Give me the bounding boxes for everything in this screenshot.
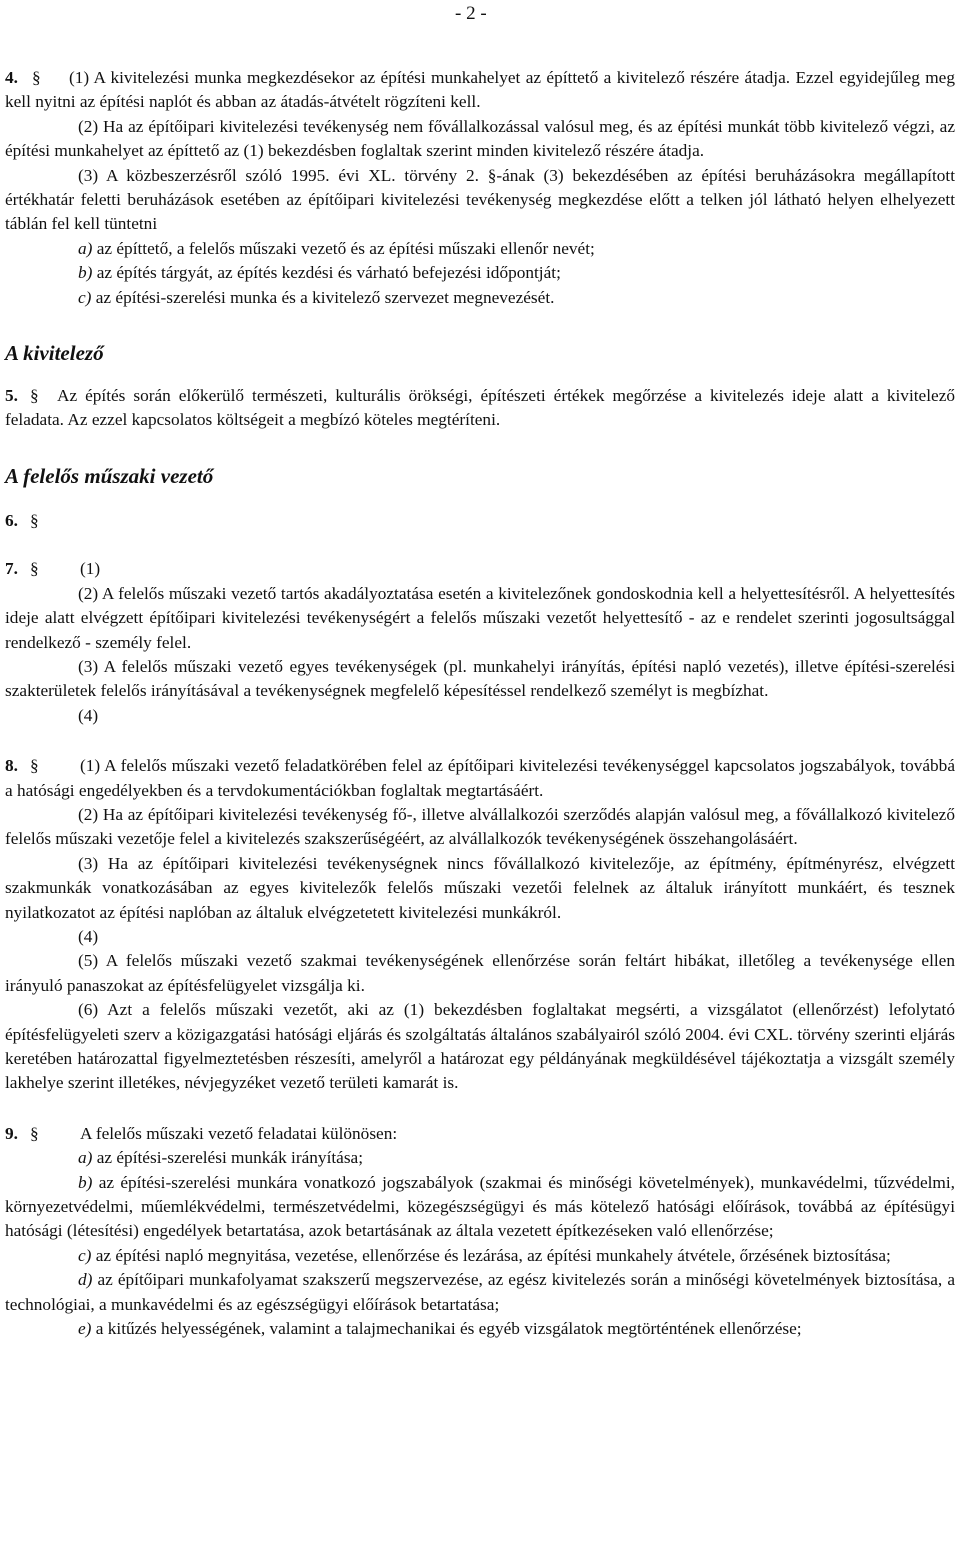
- heading-felelos-muszaki-vezeto: A felelős műszaki vezető: [5, 463, 214, 488]
- section-4-paragraph-3: (3) A közbeszerzésről szóló 1995. évi XL. törvény 2. §-ának (3) bekezdésében az építési beruházásokra megállapított értékhatár feletti beruházások esetében az építőipari kivitelezési tevékenység megkezdése előtt a telken jól látható helyen elhelyezett táblán fel kell tüntetni: [5, 165, 955, 234]
- section-7-text-1: (1): [79, 559, 101, 579]
- section-9-item-d: d) az építőipari munkafolyamat szakszerű megszervezése, az egész kivitelezés során a minőségi követelmények biztosítása, a technológiai, a munkavédelmi és az egészségügyi előírások betartatása;: [5, 1270, 955, 1314]
- section-4-item-a: a) az építtető, a felelős műszaki vezető és az építési műszaki ellenőr nevét;: [78, 238, 595, 258]
- section-7-paragraph-1: [5, 557, 955, 581]
- section-9-item-e: e) a kitűzés helyességének, valamint a talajmechanikai és egyéb vizsgálatok megtörténtének ellenőrzése;: [78, 1319, 802, 1339]
- section-sign: §: [29, 386, 39, 406]
- section-7-paragraph-4: (4): [78, 705, 99, 725]
- section-4-number: 4.: [5, 68, 18, 87]
- section-4-item-b: b) az építés tárgyát, az építés kezdési és várható befejezési időpontját;: [78, 263, 561, 283]
- section-sign: §: [29, 510, 39, 530]
- section-8-paragraph-6: (6) Azt a felelős műszaki vezetőt, aki az (1) bekezdésben foglaltakat megsérti, a vizsgálatot (ellenőrzést) lefolytató építésfelügyeleti szerv a közigazgatási hatósági eljárás és szolgáltatás általános szabályairól szóló 2004. évi CXL. törvény szerinti eljárás keretében határozattal figyelmeztetésben részesíti, amelyről a határozat egy példányának megküldésével tájékoztatja a vizsgált személy lakhelye szerint illetékes, névjegyzéket vezető területi kamarát is.: [5, 1000, 955, 1093]
- section-8-number: 8.: [5, 756, 18, 776]
- section-8-paragraph-3: (3) Ha az építőipari kivitelezési tevékenységnek nincs fővállalkozó kivitelezője, az építmény, építményrész, elvégzett szakmunkák vonatkozásában az egyes kivitelezők felelős műszaki vezetői felelnek az általuk irányított munkáért, és tesznek nyilatkozatot az építési naplóban az általuk elvégzetetett kivitelezési munkákról.: [5, 853, 955, 922]
- section-5-paragraph: [5, 384, 955, 433]
- section-7-paragraph-3: (3) A felelős műszaki vezető egyes tevékenységek (pl. munkahelyi irányítás, építési napló vezetés), illetve építési-szerelési szakterületek felelős irányításával a tevékenységnek megfelelő képesítéssel rendelkező személyt is megbízhat.: [5, 656, 955, 701]
- section-9-intro: [5, 1122, 955, 1146]
- section-sign: §: [29, 559, 39, 579]
- section-9-number: 9.: [5, 1123, 18, 1143]
- document-body: [5, 66, 955, 1341]
- section-8-paragraph-4: (4): [78, 926, 99, 946]
- section-4-text-1: (1) A kivitelezési munka megkezdésekor az építési munkahelyet az építtető a kivitelező részére átadja. Ezzel egyidejűleg meg kell nyitni az építési naplót és abban az átadás-átvételt rögzíteni kell.: [5, 68, 955, 112]
- section-6-paragraph: [5, 509, 955, 533]
- section-6-number: 6.: [5, 510, 18, 530]
- section-9-item-a: a) az építési-szerelési munkák irányítása;: [78, 1148, 364, 1168]
- section-5-text: Az építés során előkerülő természeti, kulturális örökségi, építészeti értékek megőrzése a kivitelezés ideje alatt a kivitelező feladata. Az ezzel kapcsolatos költségeit a megbízó köteles megtéríteni.: [5, 386, 955, 430]
- section-8-paragraph-1: [5, 754, 955, 803]
- section-4-paragraph-2: (2) Ha az építőipari kivitelezési tevékenység nem fővállalkozással valósul meg, és az építési munkát több kivitelező végzi, az építési munkahelyet az építtető az (1) bekezdésben foglaltak szerint minden kivitelező részére átadja.: [5, 116, 955, 161]
- section-sign: §: [29, 756, 39, 776]
- section-4-paragraph-1: [5, 66, 955, 115]
- section-5-number: 5.: [5, 386, 18, 406]
- section-sign: §: [31, 68, 41, 87]
- section-7-paragraph-2: (2) A felelős műszaki vezető tartós akadályoztatása esetén a kivitelezőnek gondoskodnia kell a helyettesítésről. A helyettesítés ideje alatt elvégzett építőipari kivitelezési tevékenységért a felelős műszaki vezetőt helyettesítő - az e rendelet szerinti jogosultsággal rendelkező - személy felel.: [5, 583, 955, 652]
- section-8-text-1: (1) A felelős műszaki vezető feladatkörében felel az építőipari kivitelezési tevékenységgel kapcsolatos jogszabályok, továbbá a hatósági engedélyekben és a tervdokumentációkban foglaltak megtartásáért.: [5, 756, 955, 800]
- heading-kivitelezo: A kivitelező: [5, 341, 104, 366]
- section-sign: §: [29, 1123, 39, 1143]
- page-number: - 2 -: [455, 3, 487, 24]
- section-9-item-b: b) az építési-szerelési munkára vonatkozó jogszabályok (szakmai és minőségi követelmények), munkavédelmi, tűzvédelmi, környezetvédelmi, műemlékvédelmi, természetvédelmi, közegészségügyi és más kötelező hatósági előírások, továbbá az építésügyi hatósági (létesítési) engedélyek betartatása, azok betartásának az általa vezetett építkezéseken való ellenőrzése;: [5, 1172, 955, 1241]
- section-4-item-c: c) az építési-szerelési munka és a kivitelező szervezet megnevezését.: [78, 287, 555, 307]
- section-7-number: 7.: [5, 559, 18, 579]
- section-8-paragraph-5: (5) A felelős műszaki vezető szakmai tevékenységének ellenőrzése során feltárt hibákat, illetőleg a tevékenysége ellen irányuló panaszokat az építésfelügyelet vizsgálja ki.: [5, 951, 955, 995]
- section-9-intro-text: A felelős műszaki vezető feladatai különösen:: [79, 1123, 398, 1143]
- section-9-item-c: c) az építési napló megnyitása, vezetése, ellenőrzése és lezárása, az építési munkahely átvétele, őrzésének biztosítása;: [78, 1245, 891, 1265]
- section-8-paragraph-2: (2) Ha az építőipari kivitelezési tevékenység fő-, illetve alvállalkozói szerződés alapján valósul meg, a fővállalkozó kivitelező felelős műszaki vezetője felel a kivitelezés szakszerűségéért, az alvállalkozók tevékenységének összehangolásáért.: [5, 804, 955, 849]
